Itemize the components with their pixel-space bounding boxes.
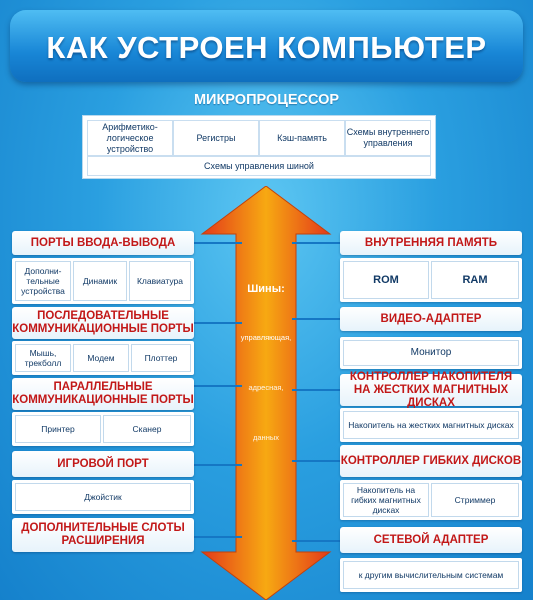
- network-target-other-systems: к другим вычислительным системам: [343, 561, 519, 589]
- io-device-speaker: Динамик: [73, 261, 127, 301]
- fdd-device-streamer: Стриммер: [431, 483, 519, 517]
- connector-line: [292, 460, 340, 462]
- serial-device-plotter: Плоттер: [131, 344, 191, 372]
- connector-line: [194, 464, 242, 466]
- parallel-ports-header: ПАРАЛЛЕЛЬНЫЕ КОММУНИКАЦИОННЫЕ ПОРТЫ: [12, 378, 194, 410]
- cpu-block: [82, 115, 436, 179]
- serial-ports-header: ПОСЛЕДОВАТЕЛЬНЫЕ КОММУНИКАЦИОННЫЕ ПОРТЫ: [12, 307, 194, 339]
- fdd-devices: [340, 480, 522, 520]
- io-device-additional: Дополни-тельные устройства: [15, 261, 71, 301]
- parallel-device-scanner: Сканер: [103, 415, 191, 443]
- io-device-keyboard: Клавиатура: [129, 261, 191, 301]
- memory-ram: RAM: [431, 261, 519, 299]
- alu-cell: Арифметико-логическое устройство: [87, 120, 173, 156]
- hdd-device-drive: Накопитель на жестких магнитных дисках: [343, 411, 519, 439]
- network-adapter-header: СЕТЕВОЙ АДАПТЕР: [340, 527, 522, 553]
- fdd-controller-header: КОНТРОЛЛЕР ГИБКИХ ДИСКОВ: [340, 445, 522, 477]
- bus-item-address: адресная,: [248, 383, 284, 392]
- game-device-joystick: Джойстик: [15, 483, 191, 511]
- video-device-monitor: Монитор: [343, 340, 519, 366]
- registers-cell: Регистры: [173, 120, 259, 156]
- internal-control-cell: Схемы внутреннего управления: [345, 120, 431, 156]
- fdd-device-drive: Накопитель на гибких магнитных дисках: [343, 483, 429, 517]
- io-ports-header: ПОРТЫ ВВОДА-ВЫВОДА: [12, 231, 194, 255]
- cpu-title: МИКРОПРОЦЕССОР: [193, 92, 340, 108]
- video-devices: [340, 337, 522, 369]
- title-banner: [10, 10, 523, 82]
- bus-label: Шины:: [247, 283, 285, 295]
- connector-line: [292, 318, 340, 320]
- connector-line: [194, 322, 242, 324]
- io-ports-devices: [12, 258, 194, 304]
- connector-line: [292, 242, 340, 244]
- connector-line: [194, 385, 242, 387]
- game-port-devices: [12, 480, 194, 514]
- serial-device-mouse: Мышь, трекболл: [15, 344, 71, 372]
- expansion-slots-header: ДОПОЛНИТЕЛЬНЫЕ СЛОТЫ РАСШИРЕНИЯ: [12, 518, 194, 552]
- serial-device-modem: Модем: [73, 344, 129, 372]
- hdd-controller-header: КОНТРОЛЛЕР НАКОПИТЕЛЯ НА ЖЕСТКИХ МАГНИТНЫХ ДИСКАХ: [340, 374, 522, 406]
- bus-item-data: данных: [253, 433, 279, 442]
- bus-control-cell: Схемы управления шиной: [87, 156, 431, 176]
- connector-line: [292, 540, 340, 542]
- connector-line: [292, 389, 340, 391]
- video-adapter-header: ВИДЕО-АДАПТЕР: [340, 307, 522, 331]
- memory-rom: ROM: [343, 261, 429, 299]
- bus-item-control: управляющая,: [240, 333, 292, 342]
- memory-types: [340, 258, 522, 302]
- memory-header: ВНУТРЕННЯЯ ПАМЯТЬ: [340, 231, 522, 255]
- page-title: КАК УСТРОЕН КОМПЬЮТЕР: [46, 30, 487, 65]
- parallel-ports-devices: [12, 412, 194, 446]
- cache-cell: Кэш-память: [259, 120, 345, 156]
- parallel-device-printer: Принтер: [15, 415, 101, 443]
- serial-ports-devices: [12, 341, 194, 375]
- hdd-devices: [340, 408, 522, 442]
- network-targets: [340, 558, 522, 592]
- game-port-header: ИГРОВОЙ ПОРТ: [12, 451, 194, 477]
- connector-line: [194, 242, 242, 244]
- connector-line: [194, 536, 242, 538]
